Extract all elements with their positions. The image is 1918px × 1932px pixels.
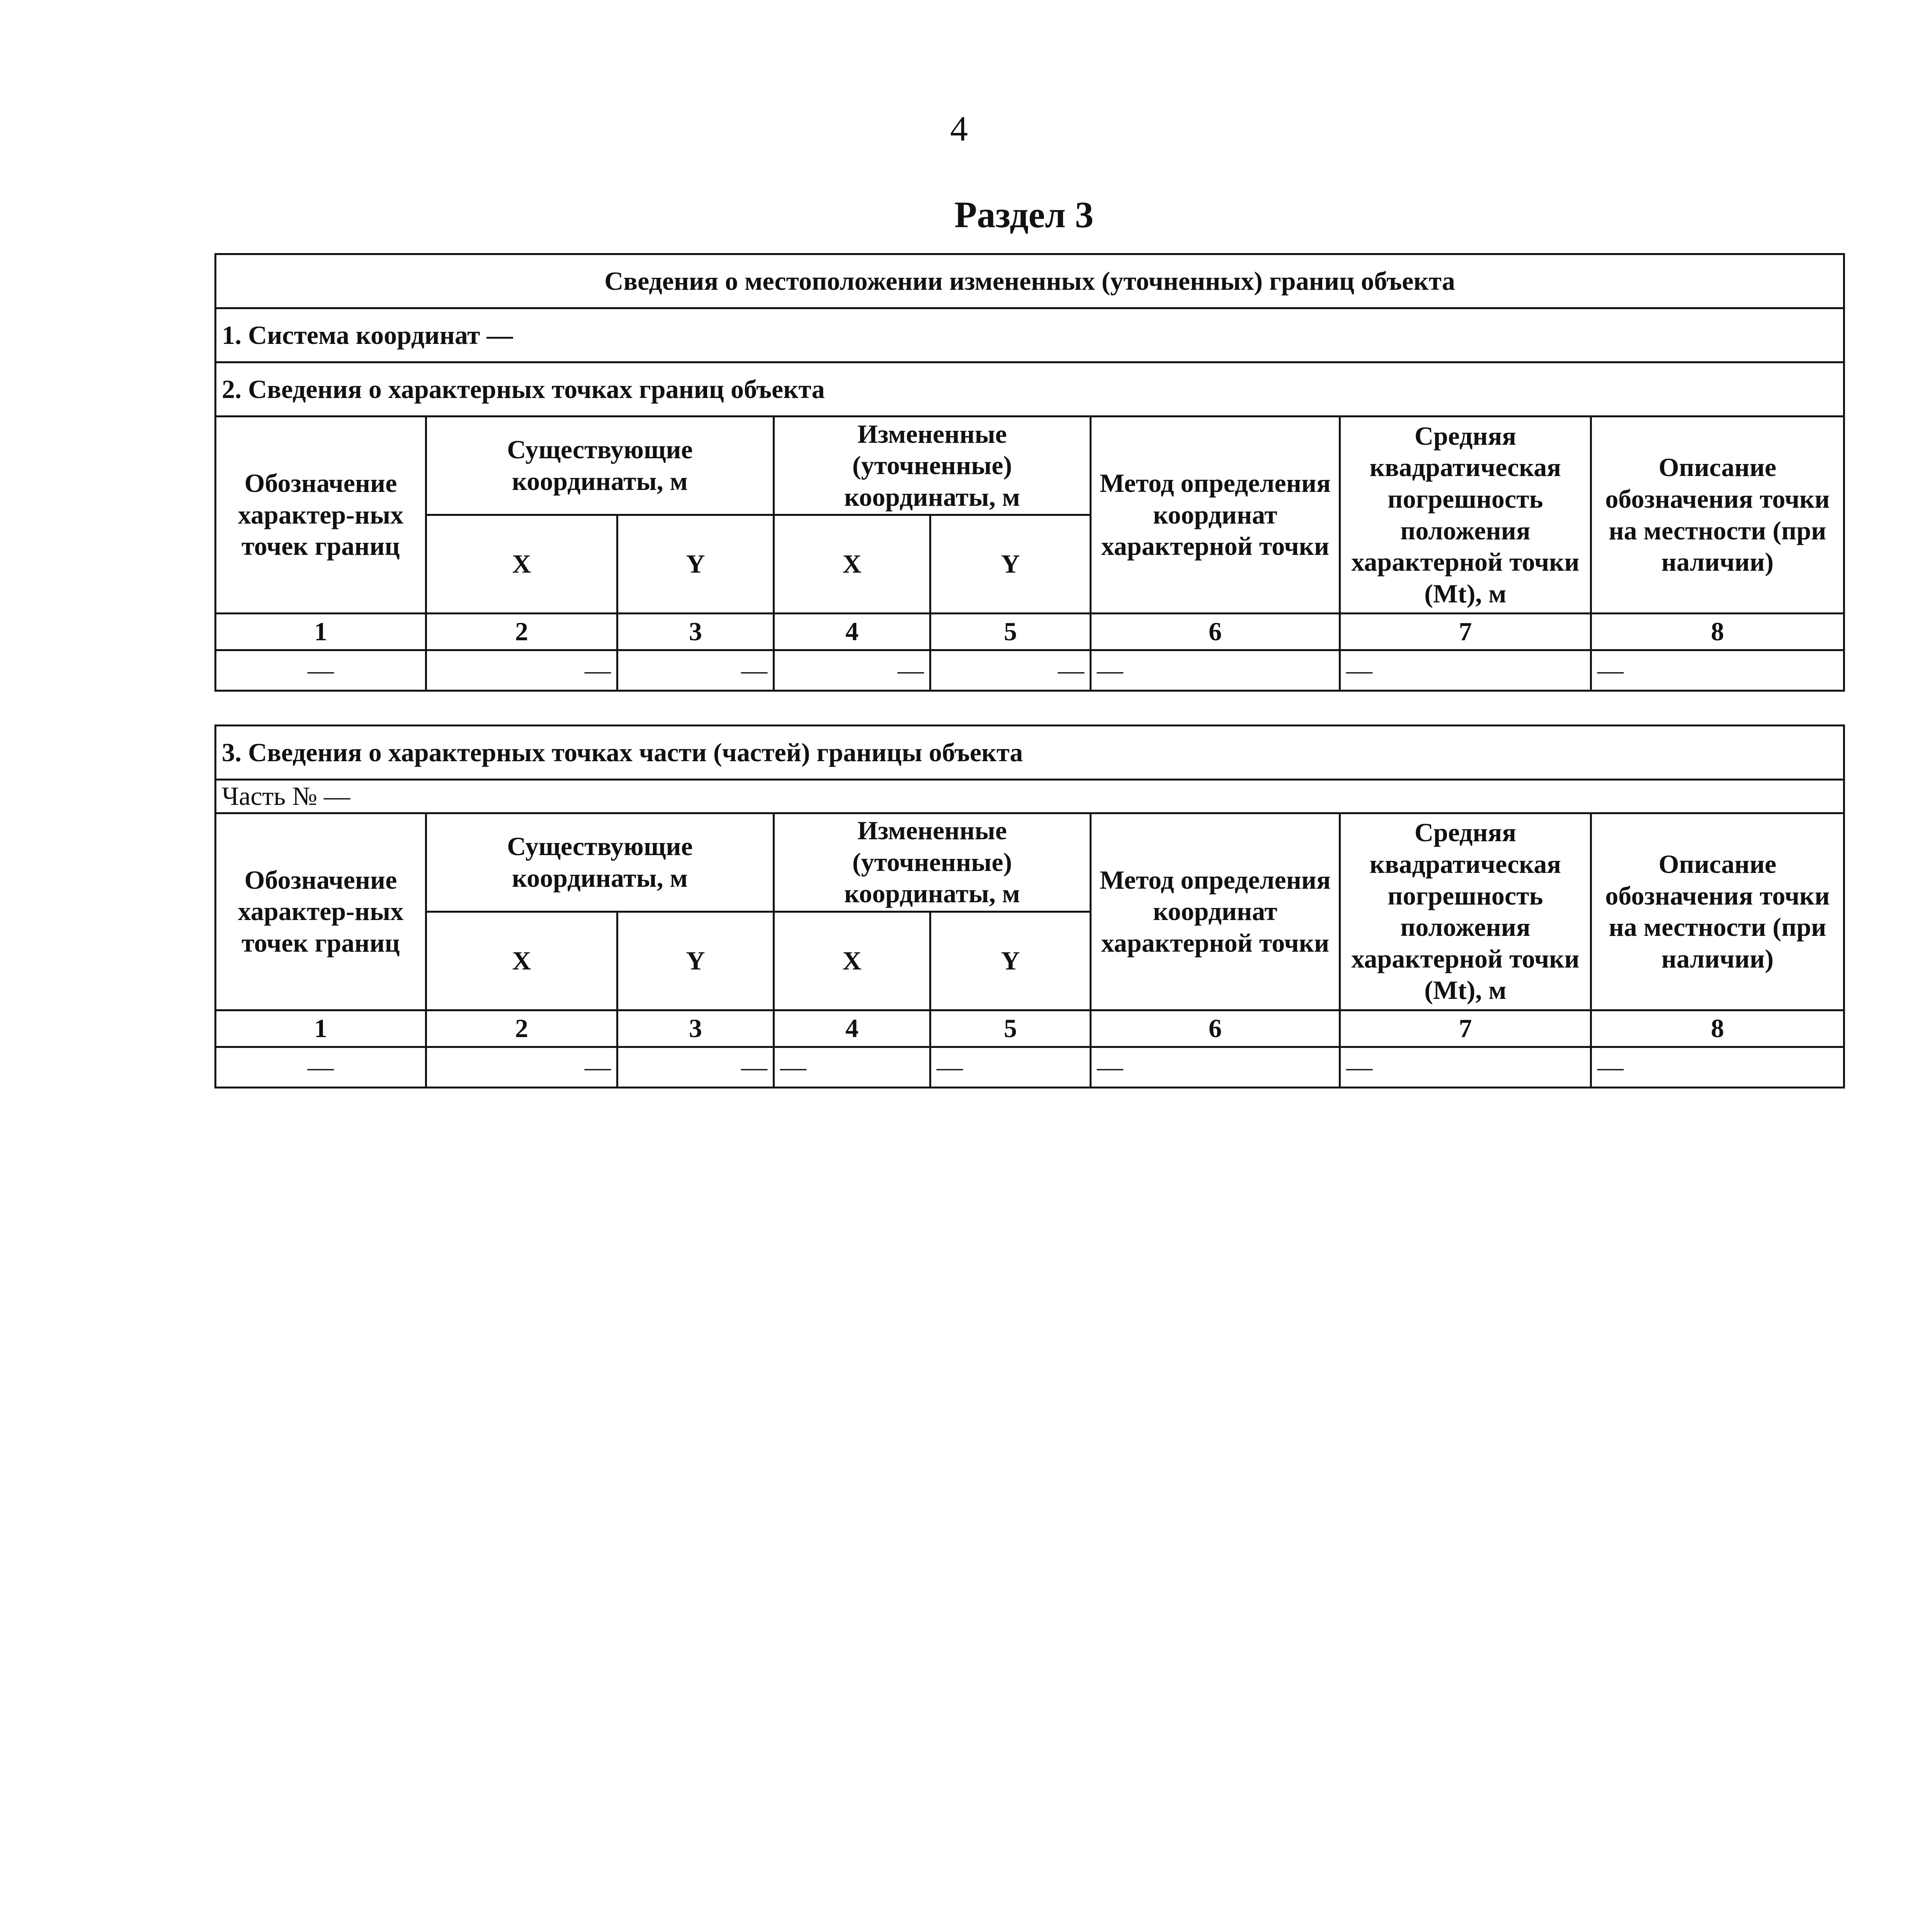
col-header-designation: Обозначение характер-ных точек границ (216, 813, 426, 1010)
column-number: 4 (774, 614, 930, 650)
empty-dash: — (741, 1052, 767, 1082)
col-header-existing-x: X (426, 912, 617, 1010)
table-cell (1591, 650, 1844, 691)
table-cell (930, 1047, 1091, 1087)
column-number: 1 (216, 614, 426, 650)
empty-dash: — (308, 655, 334, 685)
empty-dash: — (1097, 1052, 1123, 1082)
empty-dash: — (898, 655, 924, 685)
table-cell (216, 1047, 426, 1087)
col-header-designation: Обозначение характер-ных точек границ (216, 417, 426, 614)
column-number: 5 (930, 1010, 1091, 1047)
col-header-changed-y: Y (930, 912, 1091, 1010)
empty-dash: — (1597, 655, 1624, 685)
column-number: 4 (774, 1010, 930, 1047)
boundary-location-table (214, 253, 1845, 692)
empty-dash: — (585, 655, 611, 685)
column-number: 8 (1591, 614, 1844, 650)
table-cell (774, 1047, 930, 1087)
col-header-existing-x: X (426, 515, 617, 614)
col-header-error: Средняя квадратическая погрешность положения характерной точки (Mt), м (1340, 813, 1591, 1010)
column-number: 1 (216, 1010, 426, 1047)
table-cell (617, 650, 774, 691)
empty-dash: — (585, 1052, 611, 1082)
table-cell (1591, 1047, 1844, 1087)
empty-dash: — (937, 1052, 963, 1082)
section-heading: Раздел 3 (954, 194, 1094, 235)
coordinate-system-row: 1. Система координат — (216, 308, 1844, 362)
col-header-changed-y: Y (930, 515, 1091, 614)
page-number: 4 (950, 109, 968, 148)
col-header-description: Описание обозначения точки на местности (при наличии) (1591, 417, 1844, 614)
column-number: 2 (426, 1010, 617, 1047)
col-header-existing-coords: Существующие координаты, м (426, 813, 774, 912)
col-header-existing-y: Y (617, 515, 774, 614)
table-cell (426, 1047, 617, 1087)
col-header-changed-x: X (774, 912, 930, 1010)
table-row (216, 650, 1844, 691)
empty-dash: — (1597, 1052, 1624, 1082)
col-header-changed-x: X (774, 515, 930, 614)
empty-dash: — (741, 655, 767, 685)
column-number: 2 (426, 614, 617, 650)
col-header-changed-coords: Измененные (уточненные) координаты, м (774, 813, 1091, 912)
table-cell (1340, 650, 1591, 691)
table-cell (216, 650, 426, 691)
column-number: 8 (1591, 1010, 1844, 1047)
table-cell (1340, 1047, 1591, 1087)
table-cell (774, 650, 930, 691)
part-number-row: Часть № — (216, 780, 1844, 813)
table-title: Сведения о местоположении измененных (уточненных) границ объекта (216, 254, 1844, 308)
empty-dash: — (1346, 655, 1372, 685)
col-header-description: Описание обозначения точки на местности (при наличии) (1591, 813, 1844, 1010)
column-number: 6 (1091, 1010, 1340, 1047)
points-heading-row: 2. Сведения о характерных точках границ объекта (216, 362, 1844, 417)
empty-dash: — (308, 1052, 334, 1082)
empty-dash: — (780, 1052, 806, 1082)
column-number: 7 (1340, 1010, 1591, 1047)
col-header-method: Метод определения координат характерной точки (1091, 813, 1340, 1010)
table-row (216, 1047, 1844, 1087)
table-cell (930, 650, 1091, 691)
col-header-changed-coords: Измененные (уточненные) координаты, м (774, 417, 1091, 515)
col-header-existing-y: Y (617, 912, 774, 1010)
part-points-heading-row: 3. Сведения о характерных точках части (частей) границы объекта (216, 726, 1844, 780)
table-cell (426, 650, 617, 691)
column-number: 5 (930, 614, 1091, 650)
table-cell (1091, 650, 1340, 691)
table-cell (1091, 1047, 1340, 1087)
empty-dash: — (1097, 655, 1123, 685)
column-number: 3 (617, 614, 774, 650)
col-header-existing-coords: Существующие координаты, м (426, 417, 774, 515)
col-header-error: Средняя квадратическая погрешность положения характерной точки (Mt), м (1340, 417, 1591, 614)
column-number: 7 (1340, 614, 1591, 650)
empty-dash: — (1346, 1052, 1372, 1082)
column-number: 3 (617, 1010, 774, 1047)
part-boundary-points-table (214, 724, 1845, 1088)
table-cell (617, 1047, 774, 1087)
column-number: 6 (1091, 614, 1340, 650)
empty-dash: — (1058, 655, 1084, 685)
col-header-method: Метод определения координат характерной точки (1091, 417, 1340, 614)
